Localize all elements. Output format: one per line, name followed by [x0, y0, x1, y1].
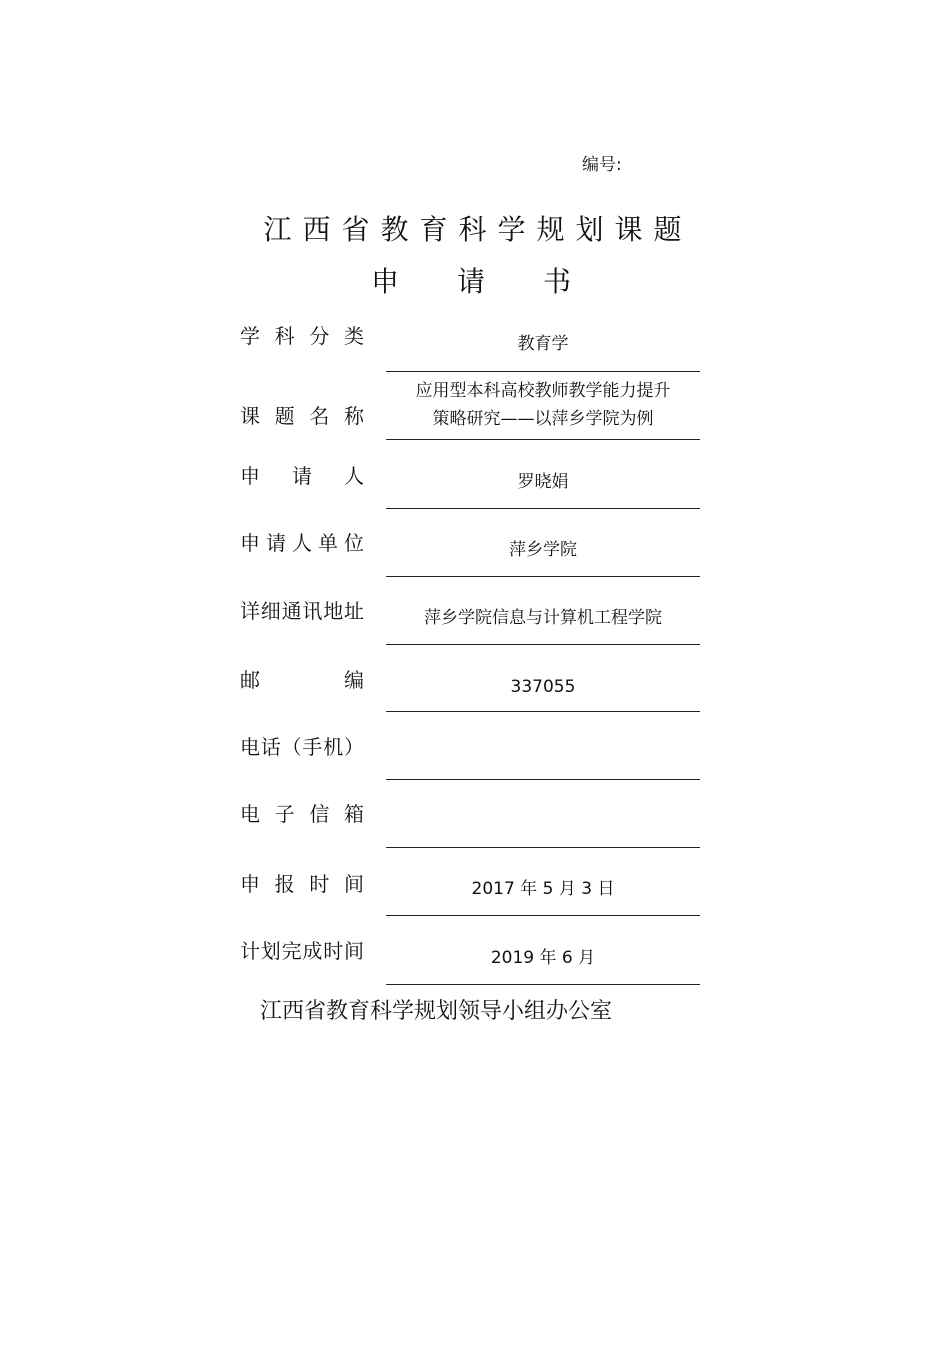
field-underline — [386, 439, 700, 440]
field-label-project-name: 课 题 名 称 — [240, 404, 364, 428]
field-label-postcode: 邮 编 — [240, 668, 364, 692]
field-value-applicant-unit: 萍乡学院 — [509, 540, 577, 560]
field-label-submit-date: 申 报 时 间 — [240, 872, 364, 896]
field-underline — [386, 779, 700, 780]
field-value-applicant: 罗晓娟 — [517, 472, 569, 492]
field-label-planned-completion: 计 划 完 成 时 间 — [240, 939, 364, 963]
issuing-office: 江西省教育科学规划领导小组办公室 — [260, 999, 613, 1024]
field-label-email: 电 子 信 箱 — [240, 802, 364, 826]
field-label-applicant-unit: 申 请 人 单 位 — [240, 531, 364, 555]
field-value-submit-date: 2017 年 5 月 3 日 — [471, 879, 615, 899]
field-underline — [386, 644, 700, 645]
field-label-applicant: 申 请 人 — [240, 464, 364, 488]
document-title: 江西省教育科学规划课题 — [263, 213, 693, 246]
field-label-address: 详 细 通 讯 地 址 — [240, 599, 364, 623]
document-subtitle: 申请书 — [370, 265, 629, 298]
field-underline — [386, 508, 700, 509]
field-value-subject: 教育学 — [517, 334, 569, 354]
field-value-postcode: 337055 — [510, 677, 576, 697]
field-underline — [386, 984, 700, 985]
field-underline — [386, 915, 700, 916]
field-label-phone: 电 话 （ 手 机 ） — [240, 735, 364, 759]
field-underline — [386, 847, 700, 848]
field-underline — [386, 711, 700, 712]
field-value-project-name-line1: 应用型本科高校教师教学能力提升 — [415, 381, 671, 401]
field-value-project-name-line2: 策略研究——以萍乡学院为例 — [432, 409, 654, 429]
field-label-subject: 学 科 分 类 — [240, 324, 364, 348]
field-value-planned-completion: 2019 年 6 月 — [490, 948, 596, 968]
field-underline — [386, 371, 700, 372]
field-value-address: 萍乡学院信息与计算机工程学院 — [424, 608, 662, 628]
serial-number-label: 编号: — [582, 155, 622, 175]
field-underline — [386, 576, 700, 577]
